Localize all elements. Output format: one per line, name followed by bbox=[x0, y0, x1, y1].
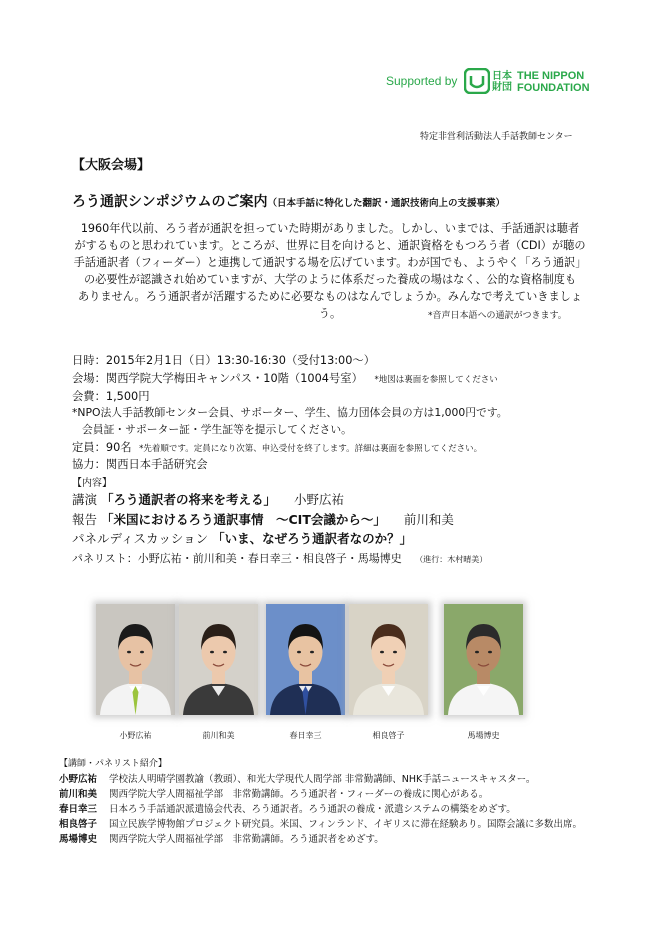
portrait-image bbox=[444, 604, 523, 715]
page-title bbox=[72, 191, 505, 211]
event-place-note: *地図は裏面を参照してください bbox=[374, 375, 498, 385]
event-place-text: 会場：関西学院大学梅田キャンパス・10階（1004号室） bbox=[72, 372, 363, 385]
venue-label: 【大阪会場】 bbox=[72, 158, 151, 173]
organization-name: 特定非営利活動法人手話教師センター bbox=[420, 132, 573, 142]
speaker-photo bbox=[349, 604, 428, 715]
program-panel bbox=[72, 529, 412, 547]
bio-name: 馬場博史 bbox=[59, 834, 98, 845]
program-label: 【内容】 bbox=[72, 478, 112, 489]
event-capacity-note: *先着順です。定員になり次第、申込受付を終了します。詳細は裏面を参照してください。 bbox=[139, 444, 483, 454]
title-text: ろう通訳シンポジウムのご案内 bbox=[72, 194, 268, 210]
bio-text: 関西学院大学人間福祉学部 非常勤講師。ろう通訳者・フィーダーの養成に関心がある。 bbox=[109, 789, 489, 800]
bio-text: 国立民族学博物館プロジェクト研究員。米国、フィンランド、イギリスに滞在経験あり。国際会議に多数出席。 bbox=[109, 819, 583, 830]
bio-name: 相良啓子 bbox=[59, 819, 98, 830]
event-fee-note-1: *NPO法人手話教師センター会員、サポーター、学生、協力団体会員の方は1,000円です。 bbox=[72, 406, 508, 419]
bio-text: 日本ろう手話通訳派遣協会代表、ろう通訳者。ろう通訳の養成・派遣システムの構築をめざす。 bbox=[109, 804, 516, 815]
event-date: 日時：2015年2月1日（日）13:30-16:30（受付13:00～） bbox=[72, 354, 376, 367]
speaker-photo bbox=[96, 604, 175, 715]
intro-line: がするものと思われています。ところが、世界に目を向けると、通訳資格をもつろう者（CDI）が聴の bbox=[74, 239, 586, 252]
report-prefix: 報告 bbox=[72, 512, 98, 527]
bio-name: 春日幸三 bbox=[59, 804, 98, 815]
speaker-photo-caption: 前川和美 bbox=[202, 731, 235, 740]
lecture-prefix: 講演 bbox=[72, 492, 98, 507]
speaker-photo-caption: 相良啓子 bbox=[372, 731, 405, 740]
report-title: 「米国におけるろう通訳事情 ～CIT会議から～」 bbox=[101, 512, 386, 527]
event-place bbox=[72, 370, 498, 386]
bio-name: 前川和美 bbox=[59, 789, 98, 800]
program-lecture bbox=[72, 490, 344, 508]
panel-title: 「いま、なぜろう通訳者なのか？」 bbox=[212, 531, 413, 546]
nippon-foundation-logo-icon bbox=[464, 68, 490, 94]
event-fee: 会費：1,500円 bbox=[72, 390, 150, 403]
intro-note: *音声日本語への通訳がつきます。 bbox=[428, 311, 567, 321]
bios-label: 【講師・パネリスト紹介】 bbox=[59, 759, 167, 769]
portrait-image bbox=[266, 604, 345, 715]
bio-text: 関西学院大学人間福祉学部 非常勤講師。ろう通訳者をめざす。 bbox=[109, 834, 384, 845]
subtitle-text: （日本手話に特化した翻訳・通訳技術向上の支援事業） bbox=[267, 198, 506, 209]
intro-line: 1960年代以前、ろう者が通訳を担っていた時期がありました。しかし、いまでは、手話通訳は聴者 bbox=[80, 222, 580, 235]
supported-by-label: Supported by bbox=[386, 74, 458, 88]
nippon-foundation-en-label: THE NIPPON FOUNDATION bbox=[517, 70, 590, 94]
event-fee-note-2: 会員証・サポーター証・学生証等を提示してください。 bbox=[82, 423, 352, 436]
panelists-text: パネリスト：小野広祐・前川和美・春日幸三・相良啓子・馬場博史 bbox=[72, 552, 402, 565]
panel-prefix: パネルディスカッション bbox=[72, 531, 209, 546]
bio-row bbox=[59, 786, 488, 800]
bio-text: 学校法人明晴学園教諭（教頭）、和光大学現代人間学部 非常勤講師、NHK手話ニュースキャスター。 bbox=[109, 774, 536, 785]
lecture-speaker: 小野広祐 bbox=[294, 492, 345, 507]
bio-name: 小野広祐 bbox=[59, 774, 98, 785]
speaker-photo-caption: 春日幸三 bbox=[289, 731, 322, 740]
bio-row bbox=[59, 831, 384, 845]
speaker-photo-caption: 馬場博史 bbox=[467, 731, 500, 740]
nippon-foundation-jp-label: 日本 財団 bbox=[492, 71, 512, 93]
portrait-image bbox=[349, 604, 428, 715]
intro-line: の必要性が認識され始めていますが、大学のように体系だった養成の場はなく、公的な資格制度も bbox=[83, 273, 577, 286]
program-report bbox=[72, 510, 454, 528]
speaker-photo-caption: 小野広祐 bbox=[119, 731, 152, 740]
intro-paragraph bbox=[70, 220, 590, 322]
report-speaker: 前川和美 bbox=[403, 512, 454, 527]
intro-line: ありません。ろう通訳者が活躍するために必要なものはなんでしょうか。みんなで考えていきましょう。 bbox=[77, 290, 583, 320]
event-capacity-text: 定員：90名 bbox=[72, 441, 132, 454]
portrait-image bbox=[179, 604, 258, 715]
event-cooperation: 協力：関西日本手話研究会 bbox=[72, 458, 208, 471]
speaker-photo bbox=[444, 604, 523, 715]
moderator-text: （進行：木村晴美） bbox=[415, 555, 488, 564]
portrait-image bbox=[96, 604, 175, 715]
bio-row bbox=[59, 801, 516, 815]
intro-line: 手話通訳者（フィーダー）と連携して通訳する場を広げています。わが国でも、ようやく「ろう通訳」 bbox=[73, 256, 587, 269]
bio-row bbox=[59, 771, 535, 785]
speaker-photo bbox=[266, 604, 345, 715]
panelists-line bbox=[72, 550, 487, 566]
speaker-photo bbox=[179, 604, 258, 715]
event-capacity bbox=[72, 439, 482, 455]
lecture-title: 「ろう通訳者の将来を考える」 bbox=[101, 492, 277, 507]
bio-row bbox=[59, 816, 582, 830]
